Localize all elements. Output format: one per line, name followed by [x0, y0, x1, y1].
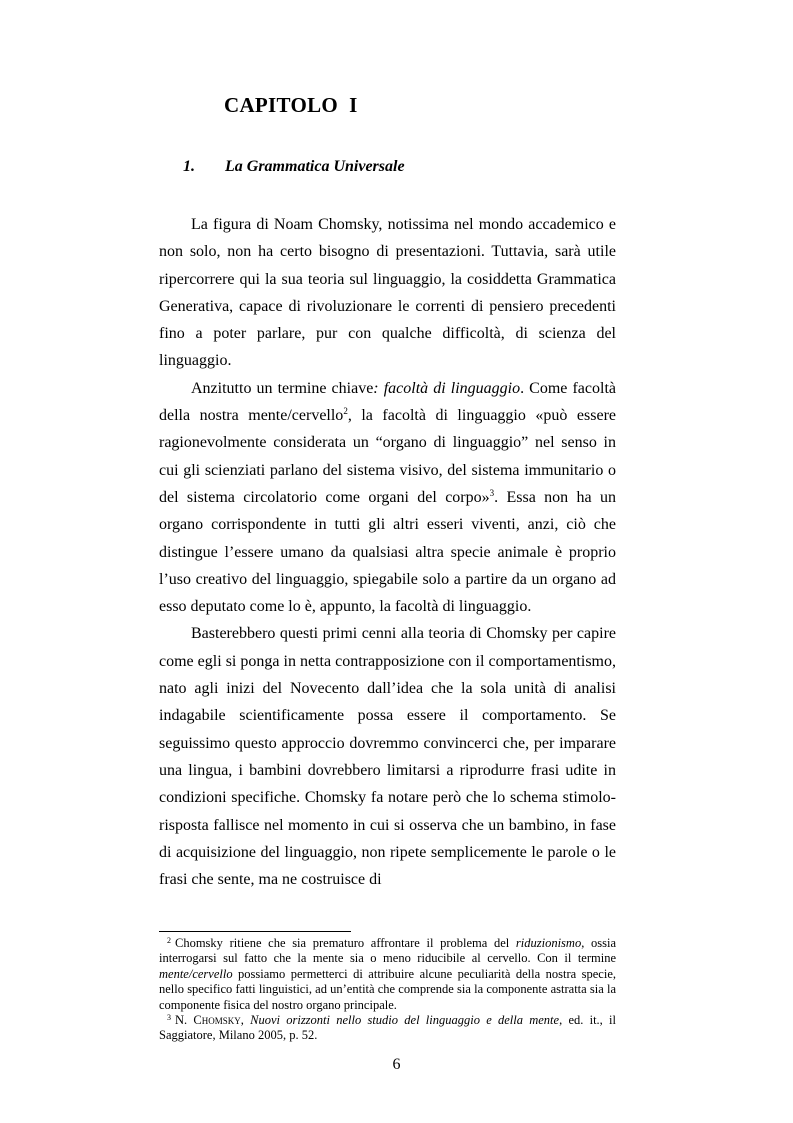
paragraph-2-text-a: Anzitutto un termine chiave — [191, 379, 374, 397]
footnote-3-mark: 3 — [167, 1013, 171, 1023]
footnote-3-publication: , ed. it., il Saggiatore, Milano 2005, p. 52. — [159, 1013, 616, 1043]
page-number: 6 — [392, 1056, 401, 1073]
footnote-2-text-a: Chomsky ritiene che sia prematuro affrontare il problema del — [175, 936, 516, 950]
footnote-3-author-initial: N. — [175, 1013, 194, 1028]
footnote-2-text-e: possiamo permetterci di attribuire alcune peculiarità della nostra specie, nello specifico fatti linguistici, ad un’entità che comprende sia la componente astratta sia la componente fisica del nostro organo principale. — [159, 966, 616, 1012]
paragraph-3: Basterebbero questi primi cenni alla teoria di Chomsky per capire come egli si ponga in netta contrapposizione con il comportamentismo, nato agli inizi del Novecento dall’idea che la sola unità di analisi indagabile scientificamente possa essere il comportamento. Se seguissimo questo approccio dovremmo convincerci che, per imparare una lingua, i bambini dovrebbero limitarsi a riprodurre frasi udite in condizioni specifiche. Chomsky fa notare però che lo schema stimolo-risposta fallisce nel momento in cui si osserva che un bambino, in fase di acquisizione del linguaggio, non ripete semplicemente le parole o le frasi che sente, ma ne costruisce di — [159, 625, 616, 889]
footnote-2 — [159, 936, 616, 1013]
footnotes — [159, 936, 616, 1044]
footnote-3-book-title: Nuovi orizzonti nello studio del linguaggio e della mente — [250, 1013, 560, 1028]
footnote-3 — [159, 1013, 616, 1044]
footnote-3-author-surname: Chomsky — [193, 1013, 241, 1028]
footnote-ref-3[interactable]: 3 — [489, 487, 495, 498]
footnote-ref-2[interactable]: 2 — [343, 406, 348, 417]
section-title: La Grammatica Universale — [225, 158, 405, 175]
paragraph-2 — [159, 375, 616, 621]
paragraph-2-text-c: . Come facoltà della nostra mente/cervello — [159, 379, 616, 425]
footnote-2-term-mente: mente/cervello — [159, 966, 233, 981]
paragraph-2-text-d: , la facoltà di linguaggio «può essere ragionevolmente considerata un “organo di linguaggio” nel senso in cui gli scienziati parlano del sistema visivo, del sistema immunitario o del sistema circolatorio come organi del corpo» — [159, 407, 616, 506]
section-heading — [183, 158, 405, 176]
footnote-2-text-c: , ossia interrogarsi sul fatto che la mente sia o meno riducibile al cervello. Con il termine — [159, 936, 616, 966]
key-term: : facoltà di linguaggio — [373, 379, 521, 397]
footnote-2-mark: 2 — [167, 936, 171, 945]
paragraph-2-text-e: . Essa non ha un organo corrispondente in tutti gli altri esseri viventi, anzi, ciò che distingue l’essere umano da qualsiasi altra specie animale è proprio l’uso creativo del linguaggio, spiegabile solo a partire da un organo ad esso deputato come lo è, appunto, la facoltà di linguaggio. — [159, 488, 616, 616]
footnote-separator — [159, 931, 351, 932]
paragraph-1: La figura di Noam Chomsky, notissima nel mondo accademico e non solo, non ha certo bisogno di presentazioni. Tuttavia, sarà utile ripercorrere qui la sua teoria sul linguaggio, la cosiddetta Grammatica Generativa, capace di rivoluzionare le correnti di pensiero precedenti fino a poter parlare, pur con qualche difficoltà, di scienza del linguaggio. — [159, 216, 616, 370]
footnote-3-separator: , — [240, 1013, 251, 1028]
body-text — [159, 211, 616, 893]
chapter-title: CAPITOLO I — [224, 93, 358, 117]
section-number: 1. — [183, 158, 195, 175]
footnote-2-term-riduzionismo: riduzionismo — [515, 936, 582, 950]
